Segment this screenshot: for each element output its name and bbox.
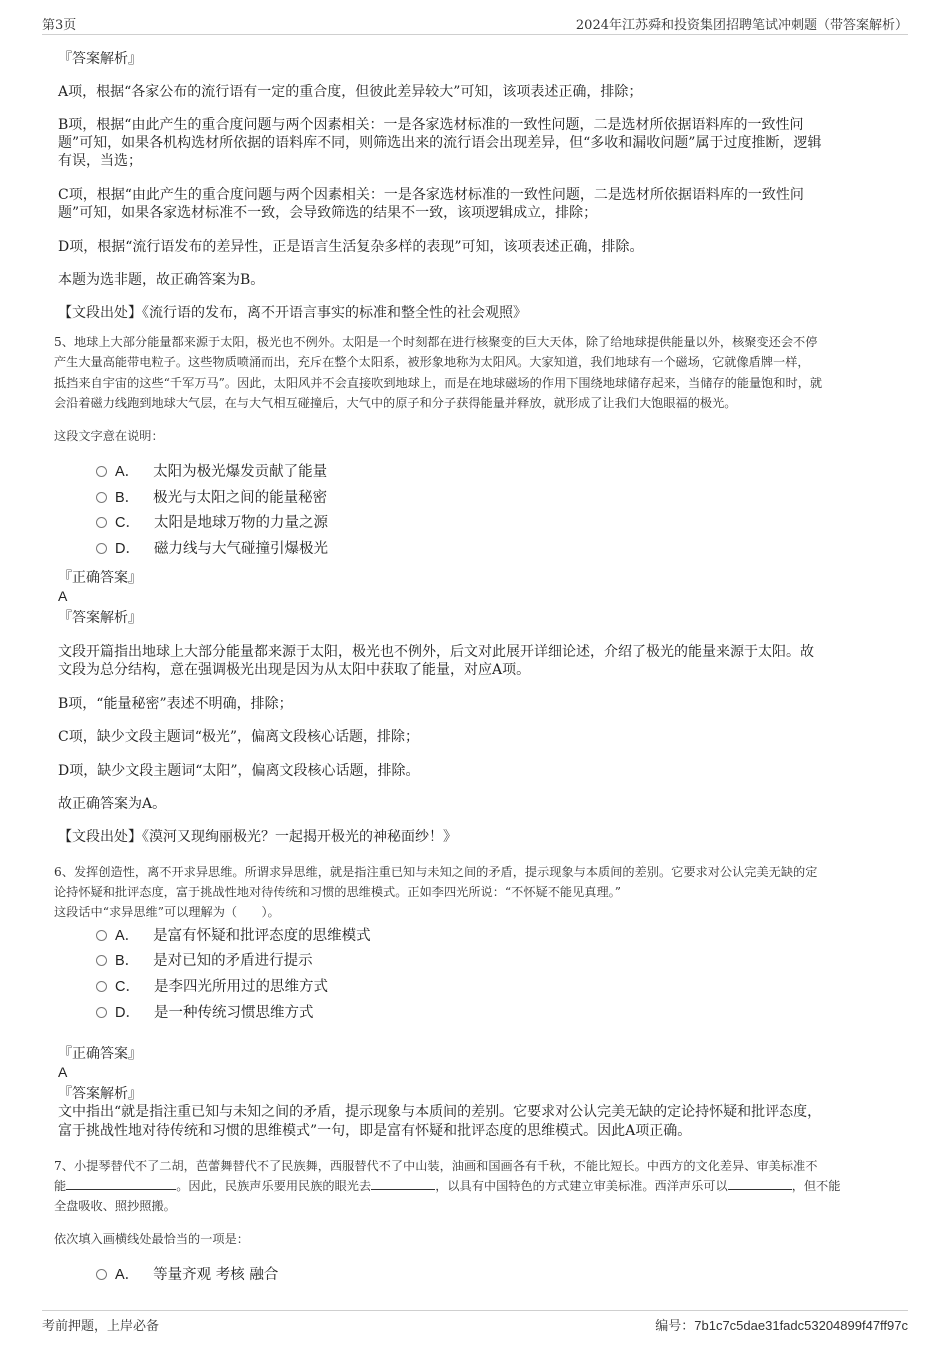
q5-option-c[interactable]: C． 太阳是地球万物的力量之源	[96, 514, 328, 532]
q4-conclusion: 本题为选非题，故正确答案为B。	[58, 272, 265, 288]
q6-stem-line2: 论持怀疑和批评态度，富于挑战性地对待传统和习惯的思维模式。正如李四光所说：“不怀疑不能见真理。”	[54, 885, 621, 899]
q5-source: 【文段出处】《漠河又现绚丽极光？一起揭开极光的神秘面纱！》	[58, 829, 457, 845]
q5-conclusion: 故正确答案为A。	[58, 796, 167, 812]
q7-stem-line3: 全盘吸收、照抄照搬。	[54, 1199, 176, 1213]
q6-option-d[interactable]: D． 是一种传统习惯思维方式	[96, 1004, 313, 1022]
q5-analysis-line2: 文段为总分结构，意在强调极光出现是因为从太阳中获取了能量，对应A项。	[58, 662, 531, 678]
page-footer	[42, 1310, 908, 1337]
q5-option-a[interactable]: A． 太阳为极光爆发贡献了能量	[96, 463, 327, 481]
q4-analysis-d: D项，根据“流行语发布的差异性，正是语言生活复杂多样的表现”可知，该项表述正确，排除。	[58, 239, 644, 255]
q6-question: 这段话中“求异思维”可以理解为（ ）。	[54, 905, 280, 919]
q4-analysis-b-line2: 题”可知，如果各机构选材所依据的语料库不同，则筛选出来的流行语会出现差异，但“多收和漏收问题”属于过度推断，逻辑	[58, 135, 822, 151]
q6-analysis-line2: 富于挑战性地对待传统和习惯的思维模式”一句，即是富有怀疑和批评态度的思维模式。因此A项正确。	[58, 1123, 692, 1139]
q5-analysis-label: 『答案解析』	[58, 610, 142, 626]
q4-source: 【文段出处】《流行语的发布，离不开语言事实的标准和整全性的社会观照》	[58, 305, 527, 321]
q6-answer: A	[58, 1064, 68, 1080]
radio-button-icon[interactable]	[96, 543, 107, 554]
q5-answer-label: 『正确答案』	[58, 570, 142, 586]
q5-analysis-line1: 文段开篇指出地球上大部分能量都来源于太阳，极光也不例外，后文对此展开详细论述，介绍了极光的能量来源于太阳。故	[58, 644, 814, 660]
page-number: 第3页	[42, 18, 77, 33]
q6-option-c[interactable]: C． 是李四光所用过的思维方式	[96, 978, 328, 996]
footer-slogan: 考前押题，上岸必备	[42, 1319, 160, 1334]
q7-option-a[interactable]: A． 等量齐观 考核 融合	[96, 1266, 278, 1284]
q6-option-a[interactable]: A． 是富有怀疑和批评态度的思维模式	[96, 927, 371, 945]
q5-stem-line2: 产生大量高能带电粒子。这些物质喷涌而出，充斥在整个太阳系，被形象地称为太阳风。大家知道，我们地球有一个磁场，它就像盾牌一样，	[54, 355, 810, 369]
q5-analysis-d: D项，缺少文段主题词“太阳”，偏离文段核心话题，排除。	[58, 763, 420, 779]
page-header	[42, 12, 908, 35]
radio-button-icon[interactable]	[96, 466, 107, 477]
fill-in-blank-1[interactable]	[66, 1177, 176, 1190]
q6-answer-label: 『正确答案』	[58, 1046, 142, 1062]
q5-answer: A	[58, 588, 68, 604]
radio-button-icon[interactable]	[96, 930, 107, 941]
radio-button-icon[interactable]	[96, 955, 107, 966]
document-title: 2024年江苏舜和投资集团招聘笔试冲刺题（带答案解析）	[575, 18, 908, 33]
document-id: 编号：7b1c7c5dae31fadc53204899f47ff97c	[655, 1318, 908, 1333]
q4-analysis-c-line1: C项，根据“由此产生的重合度问题与两个因素相关：一是各家选材标准的一致性问题，二是选材所依据语料库的一致性问	[58, 187, 804, 203]
q5-stem-line3: 抵挡来自宇宙的这些“千军万马”。因此，太阳风并不会直接吹到地球上，而是在地球磁场的作用下围绕地球储存起来，当储存的能量饱和时，就	[54, 376, 823, 390]
q7-question: 依次填入画横线处最恰当的一项是：	[54, 1232, 249, 1246]
q7-stem-line2: 能 。因此，民族声乐要用民族的眼光去 ，以具有中国特色的方式建立审美标准。西洋声乐可以 ，但不能	[54, 1179, 841, 1193]
q6-analysis-label: 『答案解析』	[58, 1086, 142, 1102]
q5-analysis-b: B项，“能量秘密”表述不明确，排除；	[58, 696, 293, 712]
q5-question: 这段文字意在说明：	[54, 429, 164, 443]
q6-option-b[interactable]: B． 是对已知的矛盾进行提示	[96, 952, 313, 970]
q7-stem-line1: 7、小提琴替代不了二胡，芭蕾舞替代不了民族舞，西服替代不了中山装，油画和国画各有千秋，不能比短长。中西方的文化差异、审美标准不	[54, 1159, 818, 1173]
fill-in-blank-2[interactable]	[371, 1177, 435, 1190]
q4-analysis-c-line2: 题”可知，如果各家选材标准不一致，会导致筛选的结果不一致，该项逻辑成立，排除；	[58, 205, 598, 221]
q5-stem-line1: 5、地球上大部分能量都来源于太阳，极光也不例外。太阳是一个时刻都在进行核聚变的巨大天体，除了给地球提供能量以外，核聚变还会不停	[54, 335, 818, 349]
radio-button-icon[interactable]	[96, 981, 107, 992]
fill-in-blank-3[interactable]	[728, 1177, 792, 1190]
q4-analysis-b-line1: B项，根据“由此产生的重合度问题与两个因素相关：一是各家选材标准的一致性问题，二是选材所依据语料库的一致性问	[58, 117, 804, 133]
radio-button-icon[interactable]	[96, 1269, 107, 1280]
q5-analysis-c: C项，缺少文段主题词“极光”，偏离文段核心话题，排除；	[58, 729, 420, 745]
radio-button-icon[interactable]	[96, 1007, 107, 1018]
q6-analysis-line1: 文中指出“就是指注重已知与未知之间的矛盾，提示现象与本质间的差别。它要求对公认完美无缺的定论持怀疑和批评态度，	[58, 1104, 822, 1120]
radio-button-icon[interactable]	[96, 492, 107, 503]
q6-stem-line1: 6、发挥创造性，离不开求异思维。所谓求异思维，就是指注重已知与未知之间的矛盾，提示现象与本质间的差别。它要求对公认完美无缺的定	[54, 865, 818, 879]
q4-analysis-b-line3: 有误，当选；	[58, 153, 142, 169]
q5-option-b[interactable]: B． 极光与太阳之间的能量秘密	[96, 489, 327, 507]
q4-analysis-label: 『答案解析』	[58, 51, 142, 67]
q4-analysis-a: A项，根据“各家公布的流行语有一定的重合度，但彼此差异较大”可知，该项表述正确，排除；	[58, 84, 643, 100]
radio-button-icon[interactable]	[96, 517, 107, 528]
q5-stem-line4: 会沿着磁力线跑到地球大气层，在与大气相互碰撞后，大气中的原子和分子获得能量并释放，就形成了让我们大饱眼福的极光。	[54, 396, 737, 410]
q5-option-d[interactable]: D． 磁力线与大气碰撞引爆极光	[96, 540, 328, 558]
